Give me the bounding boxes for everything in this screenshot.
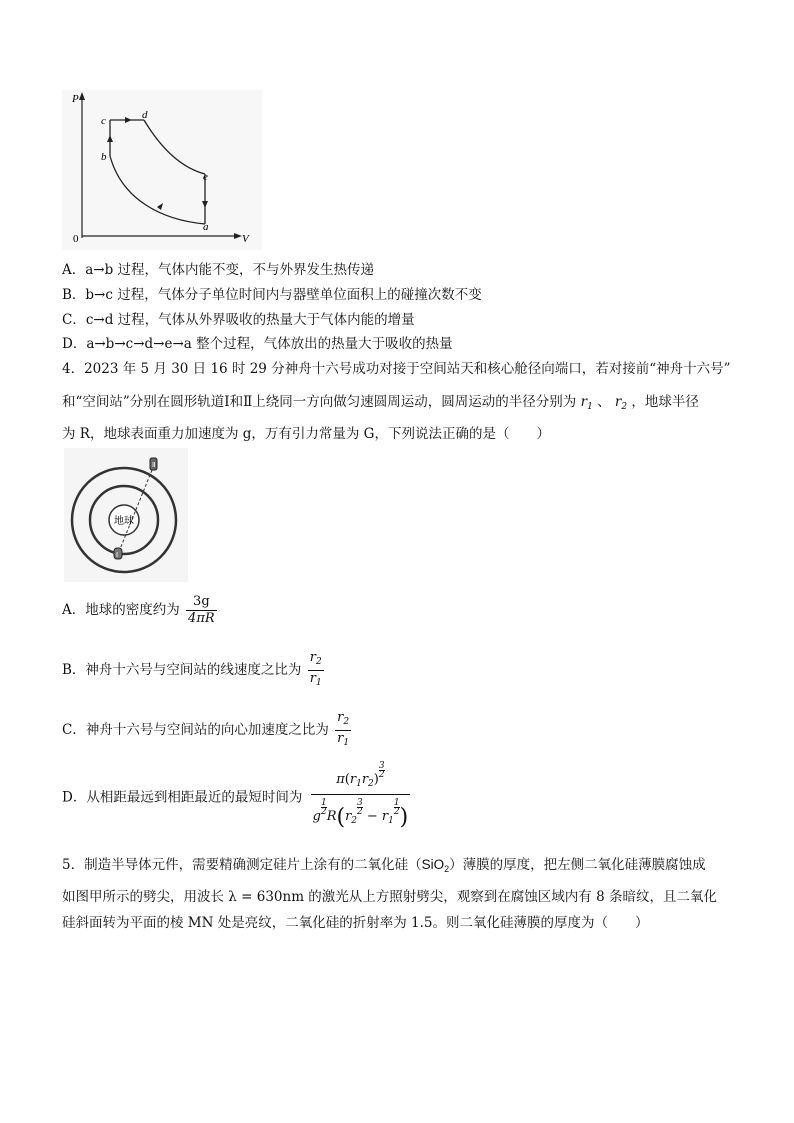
minimum-time-fraction: $\pi(r_1r_2)^{3 2}$ $g^{1 2}R(r_2^{3 2} - r_1^{1 2})$: [312, 761, 409, 830]
q5-line-1-text: 5．制造半导体元件，需要精确测定硅片上涂有的二氧化硅（: [62, 857, 422, 873]
q5-line-1: [62, 853, 706, 874]
velocity-ratio-fraction: $\frac{r_2}{r_1}$: [309, 650, 322, 688]
q3-option-c: C．c→d 过程，气体从外界吸收的热量大于气体内能的增量: [62, 312, 415, 328]
q5-line-1-tail: ）薄膜的厚度，把左侧二氧化硅薄膜腐蚀成: [449, 857, 706, 873]
q4-option-d-text: D．从相距最远到相距最近的最短时间为: [62, 789, 303, 806]
q4-option-c: [62, 710, 351, 751]
origin-label: 0: [73, 233, 79, 245]
p-axis-label: P: [72, 93, 79, 105]
sio2-formula: SiO$_2$: [421, 857, 450, 874]
q4-option-a-text: A．地球的密度约为: [62, 602, 180, 618]
pv-diagram-svg: [62, 90, 262, 250]
density-numerator: 3g: [186, 594, 217, 611]
q4-option-c-text: C．神舟十六号与空间站的向心加速度之比为: [62, 722, 329, 738]
q4-line-1: 4．2023 年 5 月 30 日 16 时 29 分神舟十六号成功对接于空间站天和核心舱径向端口，若对接前“神舟十六号”: [62, 361, 731, 377]
density-denominator: 4πR: [188, 611, 215, 626]
density-fraction: [186, 594, 217, 627]
q4-line-3: 为 R，地球表面重力加速度为 g，万有引力常量为 G，下列说法正确的是（ ）: [62, 426, 550, 442]
q4-option-a: [62, 594, 217, 627]
q4-line-2-text: 和“空间站”分别在圆形轨道Ⅰ和Ⅱ上绕同一方向做匀速圆周运动，圆周运动的半径分别为: [62, 394, 577, 410]
r2-symbol: $r_2$: [614, 394, 628, 412]
orbit-ii-label: Ⅱ: [152, 461, 156, 469]
q4-option-b: [62, 650, 324, 691]
q3-option-d: D．a→b→c→d→e→a 整个过程，气体放出的热量大于吸收的热量: [62, 336, 453, 352]
q3-option-b: B．b→c 过程，气体分子单位时间内与器壁单位面积上的碰撞次数不变: [62, 287, 482, 303]
q4-option-d: [62, 762, 410, 829]
v-axis-label: V: [242, 233, 249, 245]
pv-diagram: [62, 90, 262, 250]
q3-option-a: A．a→b 过程，气体内能不变，不与外界发生热传递: [62, 262, 375, 278]
acceleration-ratio-fraction: $\frac{r_2}{r_1}$: [337, 710, 350, 748]
point-a-label: a: [203, 221, 209, 233]
q4-line-2: 和“空间站”分别在圆形轨道Ⅰ和Ⅱ上绕同一方向做匀速圆周运动，圆周运动的半径分别为 $r_1$ 、 $r_2$ ，地球半径: [62, 394, 699, 412]
earth-label: 地球: [114, 516, 134, 527]
point-b-label: b: [101, 151, 107, 163]
orbit-i-label: Ⅰ: [116, 551, 119, 559]
q4-option-b-text: B．神舟十六号与空间站的线速度之比为: [62, 662, 302, 678]
point-e-label: e: [203, 171, 208, 183]
q5-line-3: 硅斜面转为平面的棱 MN 处是亮纹，二氧化硅的折射率为 1.5。则二氧化硅薄膜的厚度为（ ）: [62, 915, 649, 931]
orbit-diagram-svg: [64, 448, 188, 582]
point-d-label: d: [142, 109, 148, 121]
r1-symbol: $r_1$: [580, 394, 593, 412]
q4-line-2-tail: ，地球半径: [631, 394, 699, 410]
q5-line-2: 如图甲所示的劈尖，用波长 λ = 630nm 的激光从上方照射劈尖，观察到在腐蚀区域内有 8 条暗纹，且二氧化: [62, 889, 717, 905]
point-c-label: c: [101, 115, 106, 127]
orbit-diagram: [64, 448, 188, 582]
